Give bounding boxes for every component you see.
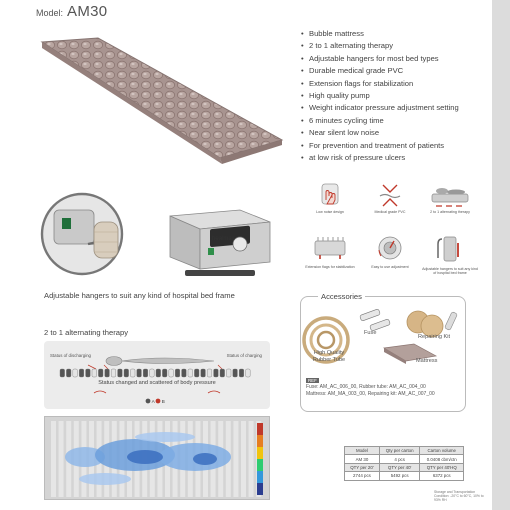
hanger-icon	[434, 233, 466, 265]
pressure-blob	[127, 450, 163, 464]
feature-item: • Adjustable hangers for most bed types	[301, 53, 491, 65]
spec-row	[345, 455, 464, 463]
air-cell	[98, 369, 103, 377]
accessories-title: Accessories	[318, 292, 365, 301]
map-column	[249, 421, 254, 497]
feature-item: • Weight indicator pressure adjustment setting	[301, 102, 491, 114]
feature-icon-caption: 2 to 1 alternating therapy	[430, 210, 470, 214]
color-scale-segment	[257, 471, 263, 483]
cycle-marker-label: B	[161, 399, 165, 405]
spec-table	[344, 446, 464, 481]
hand-press-icon	[315, 182, 345, 208]
pressure-map-image	[44, 416, 270, 500]
air-cell	[162, 369, 167, 377]
air-cell	[137, 369, 142, 377]
pump-images	[40, 186, 280, 290]
air-cell	[207, 369, 212, 377]
mattress-label: Mattress	[416, 358, 438, 364]
spec-row	[345, 472, 464, 480]
arrows-converge-icon	[375, 182, 405, 208]
air-cell	[66, 369, 71, 377]
mattress-image	[20, 30, 290, 180]
map-column	[51, 421, 56, 497]
air-cell	[79, 369, 84, 377]
feature-icon-caption: Medical grade PVC	[374, 210, 406, 214]
pressure-blob	[193, 453, 217, 465]
ref-badge: REF	[308, 378, 317, 383]
dial-knob-icon	[374, 233, 406, 263]
feature-list	[301, 28, 491, 164]
pump-brand: healmax	[212, 236, 235, 242]
page-edge	[492, 0, 510, 510]
spec-header-row	[345, 447, 464, 455]
air-cell	[150, 369, 155, 377]
air-cell	[73, 369, 78, 377]
map-column	[241, 421, 246, 497]
spec-cell: QTY per 40'	[379, 463, 420, 471]
extension-flags-icon	[312, 233, 348, 263]
air-cell	[246, 369, 251, 377]
air-cell	[201, 369, 206, 377]
feature-item: • at low risk of pressure ulcers	[301, 152, 491, 164]
feature-icon-cell	[420, 182, 480, 214]
spec-cell: 6372 pcs	[420, 472, 464, 480]
air-cell	[130, 369, 135, 377]
spec-cell: 5492 pcs	[379, 472, 420, 480]
air-cell	[156, 369, 161, 377]
feature-item: • Near silent low noise	[301, 127, 491, 139]
model-name: AM30	[67, 3, 108, 20]
feature-item: • 2 to 1 alternating therapy	[301, 40, 491, 52]
spec-header-row	[345, 463, 464, 471]
feature-item: • High quality pump	[301, 90, 491, 102]
hangers-caption: Adjustable hangers to suit any kind of hospital bed frame	[44, 291, 235, 300]
air-cell	[143, 369, 148, 377]
therapy-bars	[44, 341, 270, 409]
feature-icons-row-1	[300, 182, 480, 214]
color-scale-segment	[257, 483, 263, 495]
ref-line: Fuse: AM_AC_006_00, Rubber tube: AM_AC_004_00	[306, 384, 426, 390]
air-cell	[226, 369, 231, 377]
therapy-diagram	[44, 341, 270, 409]
map-column	[233, 421, 238, 497]
feature-icon-cell	[420, 233, 480, 276]
model-label: Model:	[36, 8, 64, 18]
feature-icon-caption: Easy to use adjustment	[371, 265, 409, 269]
air-cell	[118, 369, 123, 377]
feature-icon-cell	[360, 233, 420, 276]
pressure-change-label: Status changed and scattered of body pressure	[98, 380, 216, 386]
spec-cell: 4 pcs	[379, 455, 420, 463]
color-scale-segment	[257, 459, 263, 471]
feature-icon-cell	[300, 182, 360, 214]
pressure-blob	[135, 432, 195, 442]
fuse-image	[360, 309, 391, 331]
color-scale-segment	[257, 447, 263, 459]
cycle-marker-label: A	[151, 399, 155, 405]
feature-item: • 6 minutes cycling time	[301, 115, 491, 127]
air-cell	[60, 369, 65, 377]
rubber-tube-label: High Quality Rubber Tube	[312, 350, 346, 363]
spec-cell: QTY per 40'HQ	[420, 463, 464, 471]
model-heading	[36, 3, 107, 23]
feature-icon-caption: Adjustable hangers to suit any kind of hospital bed frame	[422, 267, 478, 276]
spec-cell: AM 30	[345, 455, 380, 463]
spec-cell: QTY per 20'	[345, 463, 380, 471]
spec-cell: Carton volume	[420, 447, 464, 455]
air-cell	[214, 369, 219, 377]
feature-icon-caption: Low noise design	[316, 210, 344, 214]
air-cell	[233, 369, 238, 377]
air-cell	[188, 369, 193, 377]
air-cell	[239, 369, 244, 377]
color-scale-segment	[257, 435, 263, 447]
feature-icons-row-2	[300, 233, 480, 276]
air-cell	[124, 369, 129, 377]
mattress-profile-icon	[430, 182, 470, 208]
ref-codes	[306, 384, 435, 398]
cycle-marker-dot	[156, 399, 161, 404]
therapy-title: 2 to 1 alternating therapy	[44, 328, 129, 337]
storage-condition-note: Storage and Transportation Condition: -20°C to 60°C, 10% to 93% RH	[434, 490, 484, 502]
feature-item: • Durable medical grade PVC	[301, 65, 491, 77]
air-cell	[169, 369, 174, 377]
feature-item: • For prevention and treatment of patients	[301, 140, 491, 152]
spec-cell: Qty per carton	[379, 447, 420, 455]
feature-icon-caption: Extension flags for stabilization	[305, 265, 355, 269]
pump-unit-image	[170, 210, 270, 276]
air-cell	[86, 369, 91, 377]
color-scale-segment	[257, 423, 263, 435]
discharging-label: Status of discharging	[50, 353, 92, 358]
air-cell	[111, 369, 116, 377]
fuse-label: Fuse	[364, 330, 377, 336]
ref-line: Mattress: AM_MA_003_00, Repairing kit: AM_AC_007_00	[306, 391, 435, 397]
charging-label: Status of charging	[226, 353, 262, 358]
feature-item: • Extension flags for stabilization	[301, 78, 491, 90]
air-cell	[92, 369, 97, 377]
spec-cell: 0.0408 cbm/ctn	[420, 455, 464, 463]
spec-cell: 2744 pcs	[345, 472, 380, 480]
feature-icon-cell	[300, 233, 360, 276]
feature-icon-cell	[360, 182, 420, 214]
feature-item: • Bubble mattress	[301, 28, 491, 40]
spec-cell: Model	[345, 447, 380, 455]
air-cell	[175, 369, 180, 377]
repair-kit-label: Repairing Kit	[417, 334, 451, 340]
air-cell	[105, 369, 110, 377]
air-cell	[182, 369, 187, 377]
air-cell	[194, 369, 199, 377]
pressure-blob	[79, 473, 131, 485]
air-cell	[220, 369, 225, 377]
map-column	[59, 421, 64, 497]
cycle-marker-dot	[146, 399, 151, 404]
